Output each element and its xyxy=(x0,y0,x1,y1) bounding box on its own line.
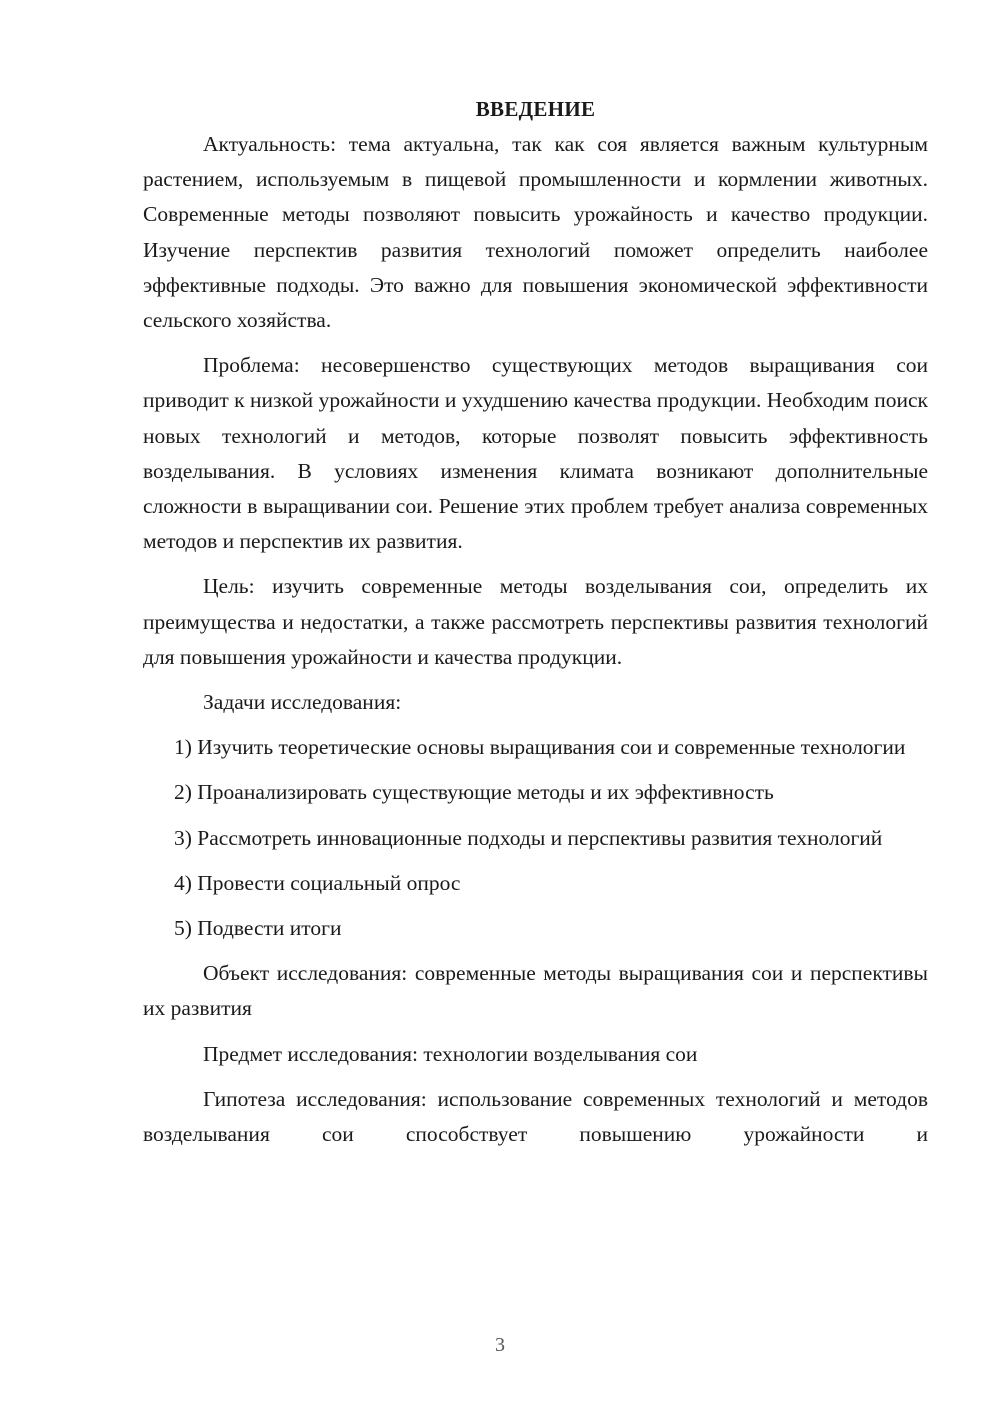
task-item-2: 2) Проанализировать существующие методы и их эффективность xyxy=(174,780,774,805)
object-paragraph: Объект исследования: современные методы выращивания сои и перспективы их развития xyxy=(143,961,928,1021)
document-page xyxy=(143,92,928,1162)
tasks-heading: Задачи исследования: xyxy=(203,690,402,715)
section-title: ВВЕДЕНИЕ xyxy=(475,97,596,121)
goal-paragraph: Цель: изучить современные методы возделывания сои, определить их преимущества и недостатки, а также рассмотреть перспективы развития технологий для повышения урожайности и качества продукции. xyxy=(143,574,928,669)
page-number: 3 xyxy=(495,1334,505,1356)
task-item-4: 4) Провести социальный опрос xyxy=(174,870,461,895)
task-item-5: 5) Подвести итоги xyxy=(174,916,342,941)
problem-paragraph: Проблема: несовершенство существующих методов выращивания сои приводит к низкой урожайности и ухудшению качества продукции. Необходим поиск новых технологий и методов, которые позволят повысить эффективность возделывания. В условиях изменения климата возникают дополнительные сложности в выращивании сои. Решение этих проблем требует анализа современных методов и перспектив их развития. xyxy=(143,353,928,554)
task-item-3: 3) Рассмотреть инновационные подходы и перспективы развития технологий xyxy=(174,825,883,850)
task-item-1: 1) Изучить теоретические основы выращивания сои и современные технологии xyxy=(174,735,906,760)
hypothesis-paragraph: Гипотеза исследования: использование современных технологий и методов возделывания сои способствует повышению урожайности и xyxy=(143,1086,928,1147)
subject-paragraph: Предмет исследования: технологии возделывания сои xyxy=(203,1041,698,1066)
relevance-paragraph: Актуальность: тема актуальна, так как соя является важным культурным растением, используемым в пищевой промышленности и кормлении животных. Современные методы позволяют повысить урожайность и качество продукции. Изучение перспектив развития технологий поможет определить наиболее эффективные подходы. Это важно для повышения экономической эффективности сельского хозяйства. xyxy=(143,132,928,333)
